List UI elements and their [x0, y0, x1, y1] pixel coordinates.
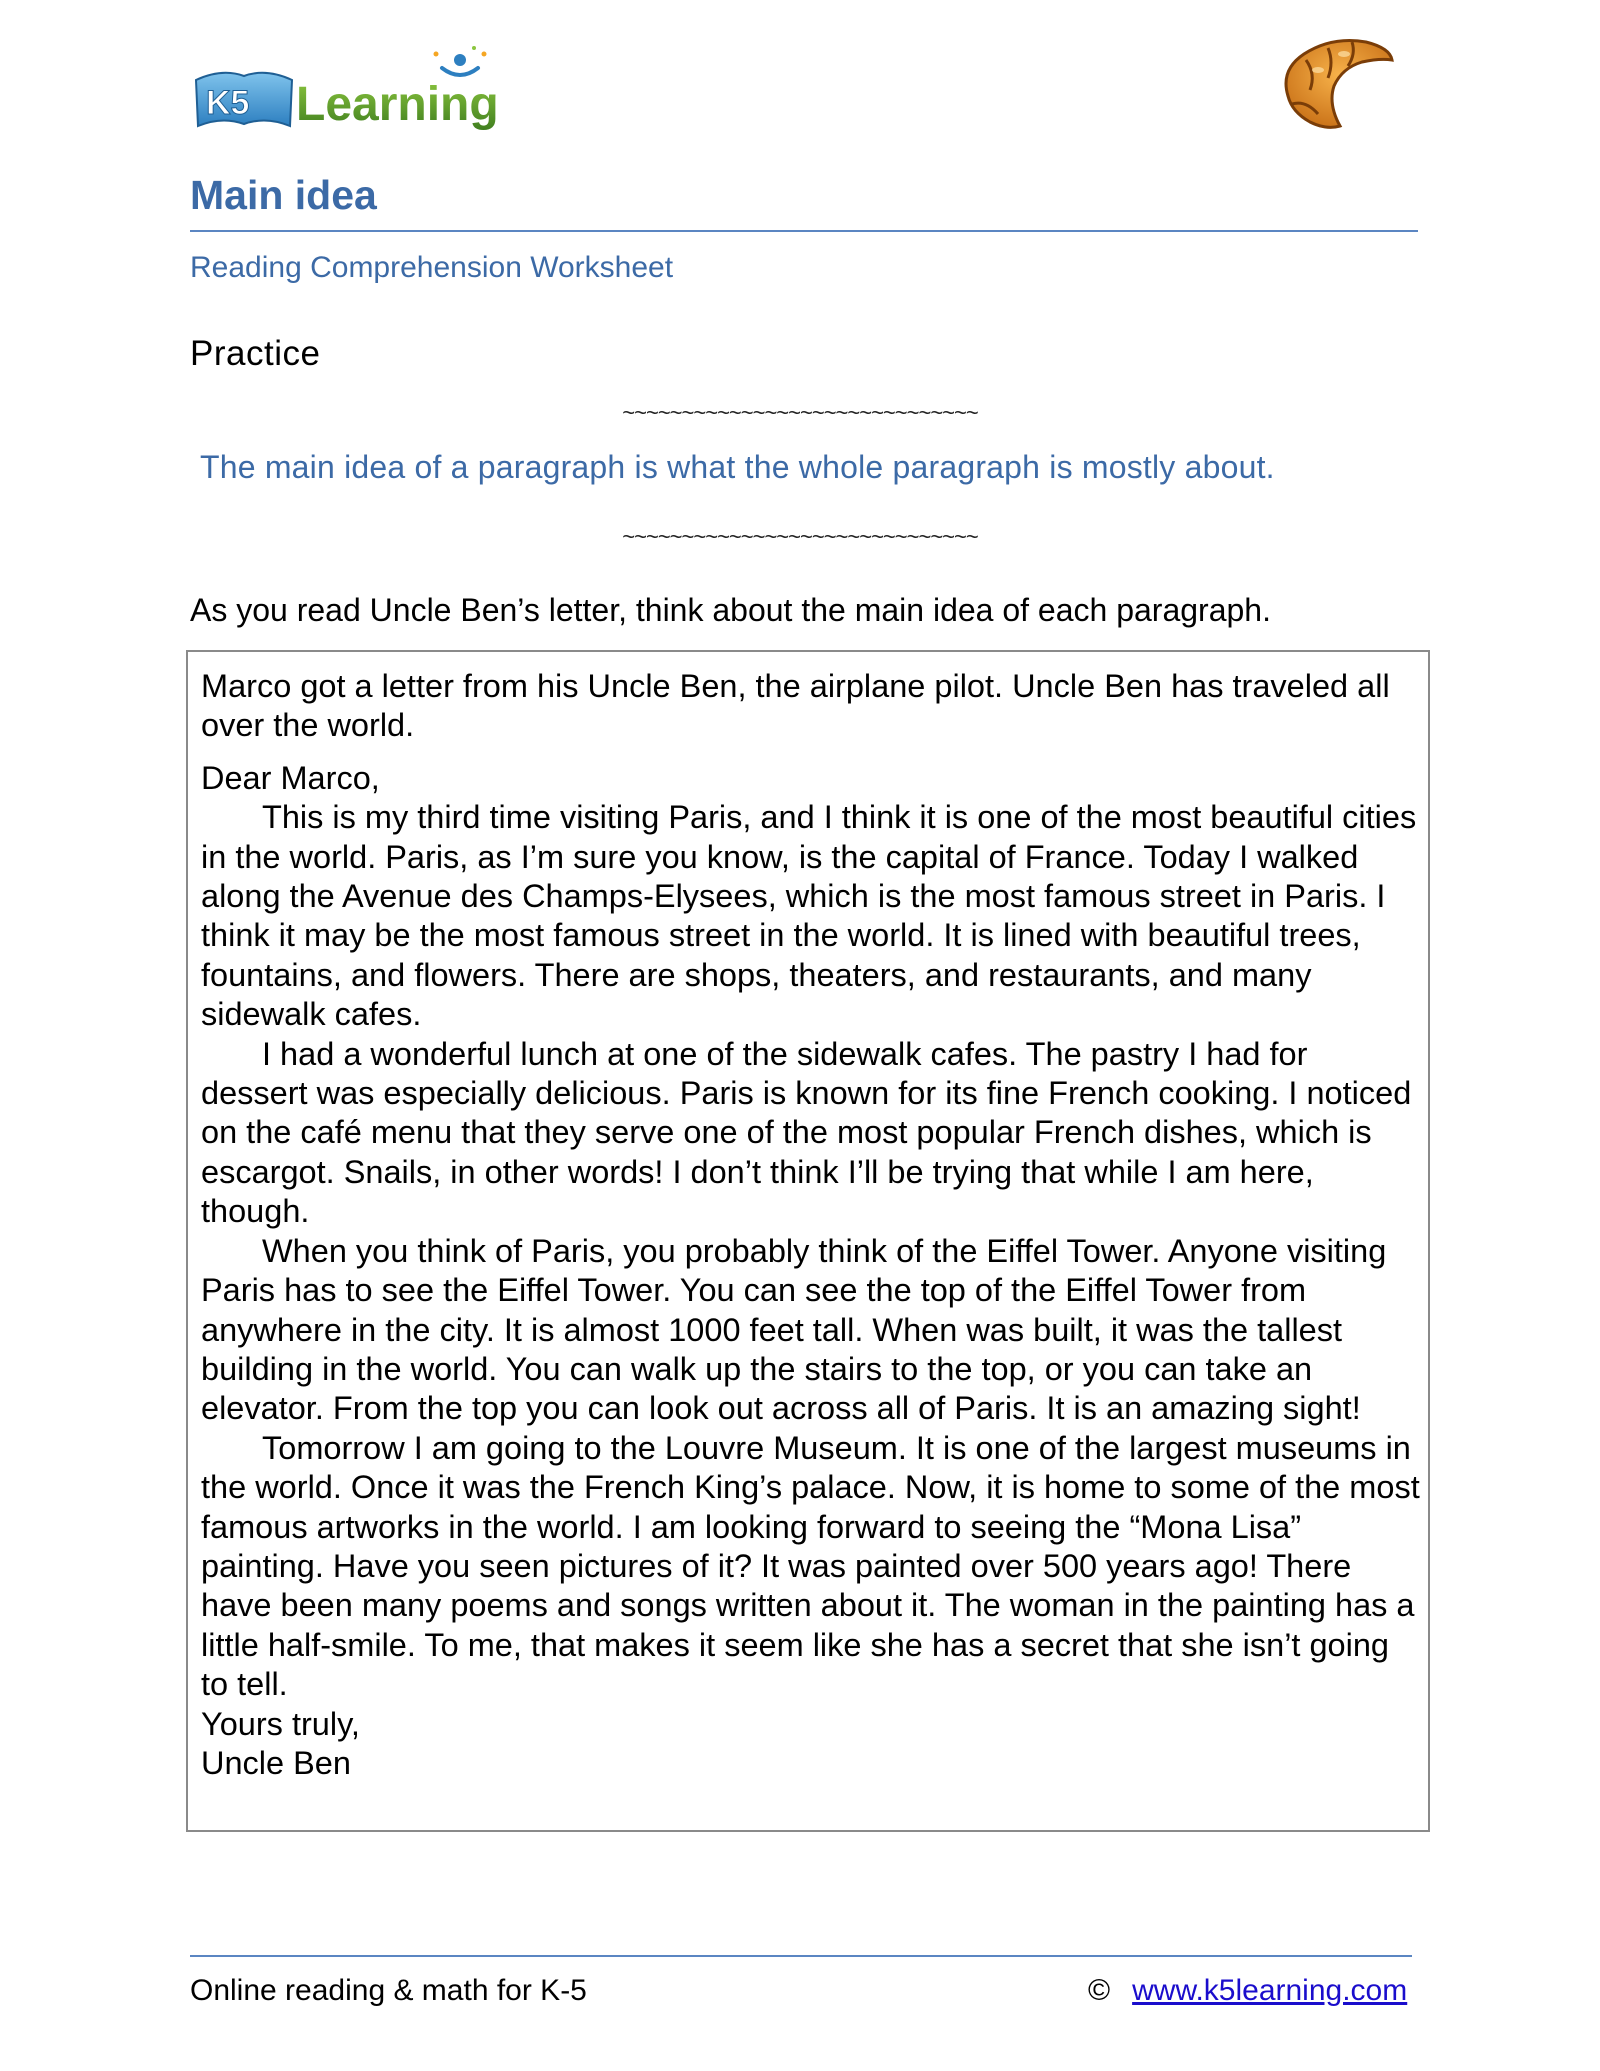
footer-copyright	[1088, 1974, 1407, 2008]
letter-paragraph: When you think of Paris, you probably think of the Eiffel Tower. Anyone visiting Paris has to see the Eiffel Tower. You can see the top of the Eiffel Tower from anywhere in the city. It is almost 1000 feet tall. When was built, it was the tallest building in the world. You can walk up the stairs to the top, or you can take an elevator. From the top you can look out across all of Paris. It is an amazing sight!	[201, 1232, 1387, 1427]
letter-paragraph: This is my third time visiting Paris, and I think it is one of the most beautiful cities in the world. Paris, as I’m sure you know, is the capital of France. Today I walked along the Avenue des Champs-Elysees, which is the most famous street in Paris. I think it may be the most famous street in the world. It is lined with beautiful trees, fountains, and flowers. There are shops, theaters, and restaurants, and many sidewalk cafes.	[201, 799, 1417, 1033]
page-subtitle: Reading Comprehension Worksheet	[190, 251, 674, 284]
letter-intro: Marco got a letter from his Uncle Ben, the airplane pilot. Uncle Ben has traveled all over the world.	[201, 668, 1390, 744]
footer-tagline: Online reading & math for K-5	[190, 1974, 587, 2007]
svg-text:K5: K5	[206, 84, 250, 122]
k5-learning-logo	[192, 46, 532, 136]
tilde-divider-bottom: ~~~~~~~~~~~~~~~~~~~~~~~~~~~~~~	[622, 524, 978, 549]
letter-paragraph: Tomorrow I am going to the Louvre Museum. It is one of the largest museums in the world. Once it was the French King’s palace. Now, it is home to some of the most famous artworks in the world. I am looking forward to seeing the “Mona Lisa” painting. Have you seen pictures of it? It was painted over 500 years ago! There have been many poems and songs written about it. The woman in the painting has a little half-smile. To me, that makes it seem like she has a secret that she isn’t going to tell.	[201, 1429, 1420, 1703]
instruction-text: As you read Uncle Ben’s letter, think about the main idea of each paragraph.	[190, 592, 1271, 628]
copyright-symbol: ©	[1088, 1974, 1111, 2007]
letter-closing: Yours truly,	[201, 1705, 360, 1742]
svg-text:Learning: Learning	[296, 78, 499, 131]
letter-content	[201, 667, 1421, 1783]
title-divider	[190, 230, 1418, 232]
croissant-icon	[1270, 30, 1400, 140]
website-link[interactable]: www.k5learning.com	[1132, 1974, 1408, 2007]
main-idea-definition: The main idea of a paragraph is what the whole paragraph is mostly about.	[200, 449, 1275, 485]
letter-greeting: Dear Marco,	[201, 759, 380, 796]
page-title: Main idea	[190, 172, 377, 218]
letter-signature: Uncle Ben	[201, 1744, 351, 1781]
footer-divider	[190, 1955, 1412, 1957]
section-label: Practice	[190, 334, 321, 373]
tilde-divider-top: ~~~~~~~~~~~~~~~~~~~~~~~~~~~~~~	[622, 400, 978, 425]
letter-paragraph: I had a wonderful lunch at one of the sidewalk cafes. The pastry I had for dessert was especially delicious. Paris is known for its fine French cooking. I noticed on the café menu that they serve one of the most popular French dishes, which is escargot. Snails, in other words! I don’t think I’ll be trying that while I am here, though.	[201, 1035, 1412, 1230]
